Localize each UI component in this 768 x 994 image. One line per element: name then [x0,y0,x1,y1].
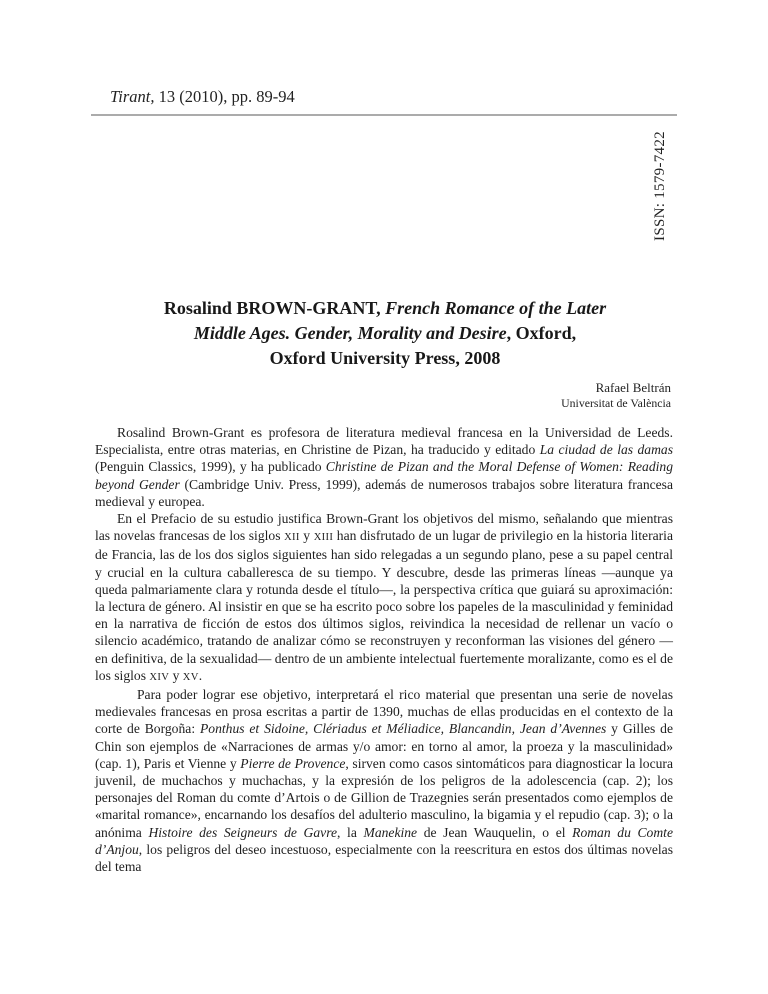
paragraph-1: Rosalind Brown-Grant es profesora de literatura medieval francesa en la Universidad de Leeds. Especialista, entre otras materias, en Christine de Pizan, ha traducido y editado La ciudad de las damas (Penguin Classics, 1999), y ha publicado Christine de Pizan and the Moral Defense of Women: Reading beyond Gender (Cambridge Univ. Press, 1999), además de numerosos trabajos sobre literatura francesa medieval y europea. [95,425,674,509]
author-affiliation: Universitat de València [561,396,671,410]
byline [95,380,671,411]
author-name: Rafael Beltrán [595,380,671,395]
header-rule [91,114,677,116]
journal-citation: 13 (2010), pp. 89-94 [154,87,295,106]
paragraph-3: Para poder lograr ese objetivo, interpretará el rico material que presentan una serie de novelas medievales francesas en prosa escritas a partir de 1390, muchas de ellas producidas en el contexto de la corte de Borgoña: Ponthus et Sidoine, Clériadus et Méliadice, Blancandin, Jean d’Avennes y Gilles de Chin son ejemplos de «Narraciones de armas y/o amor: en torno al amor, la proeza y la masculinidad» (cap. 1), Paris et Vienne y Pierre de Provence, sirven como casos sintomáticos para diagnosticar la locura juvenil, de muchachos y muchachas, y la expresión de los peligros de la adolescencia (cap. 2); los personajes del Roman du comte d’Artois o de Gillion de Trazegnies serán presentados como ejemplos de «marital romance», encarnando los desafíos del adulterio masculino, la bigamia y el repudio (cap. 3); o la anónima Histoire des Seigneurs de Gavre, la Manekine de Jean Wauquelin, o el Roman du Comte d’Anjou, los peligros del deseo incestuoso, especialmente con la reescritura en estos dos últimas novelas del tema [95,687,673,875]
review-title-line-1: Rosalind BROWN-GRANT, French Romance of the Later [163,298,607,318]
running-header [110,87,676,107]
paragraph-2: En el Prefacio de su estudio justifica Brown-Grant los objetivos del mismo, señalando que mientras las novelas francesas de los siglos XII y XIII han disfrutado de un lugar de privilegio en la historia literaria de Francia, las de los dos siglos siguientes han sido relegadas a un segundo plano, pese a su papel central y crucial en la cultura caballeresca de su tiempo. Y descubre, desde las primeras líneas —aunque ya queda palmariamente clara y rotunda desde el título—, la perspectiva crítica que guiará su aproximación: la lectura de género. Al insistir en que se ha escrito poco sobre los papeles de la masculinidad y feminidad en la narrativa de ficción de estos dos últimos siglos, reivindica la necesidad de rellenar un vacío o silencio académico, tratando de analizar cómo se reconstruyen y reconforman las visiones del género —en definitiva, de la sexualidad— dentro de un ambiente intelectual fuertemente moralizante, como es el de los siglos XIV y XV. [95,511,673,683]
review-title-line-2: Middle Ages. Gender, Morality and Desire, Oxford, [193,323,577,343]
journal-name: Tirant, [110,87,155,106]
issn-label: ISSN: 1579-7422 [652,131,668,241]
review-body [95,424,673,875]
review-title [95,296,675,371]
review-title-line-3: Oxford University Press, 2008 [269,348,501,368]
